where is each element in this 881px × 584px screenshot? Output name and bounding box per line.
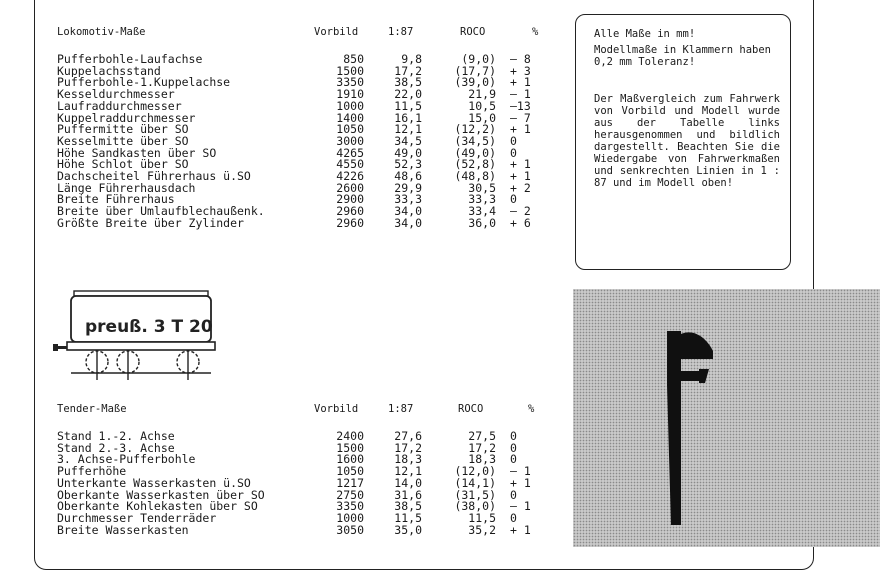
loco-row [57, 89, 577, 101]
tender-cell-percent: 0 [510, 454, 517, 467]
loco-cell-vorbild: 1500 [336, 65, 364, 78]
caliper-icon [659, 325, 719, 525]
loco-cell-roco: 33,4 [468, 206, 496, 218]
tender-wheels [86, 351, 199, 373]
tender-cell-scale: 12,1 [394, 466, 422, 478]
loco-cell-scale: 22,0 [394, 89, 422, 101]
tender-row [57, 513, 577, 525]
tender-header-scale: 1:87 [388, 403, 414, 415]
tender-cell-label: Oberkante Wasserkasten über SO [57, 489, 265, 502]
loco-cell-percent: + 1 [510, 171, 531, 183]
tender-cell-percent: – 1 [510, 501, 531, 513]
loco-cell-label: Höhe Schlot über SO [57, 159, 189, 172]
tender-cell-scale: 11,5 [394, 512, 422, 525]
tender-cell-label: Stand 2.-3. Achse [57, 442, 175, 455]
loco-cell-roco: (52,8) [454, 159, 496, 172]
tender-cell-roco: (38,0) [454, 501, 496, 513]
loco-title: Lokomotiv-Maße [57, 26, 146, 38]
loco-cell-roco: (34,5) [454, 135, 496, 148]
loco-cell-percent: – 1 [510, 89, 531, 101]
tender-cell-label: Durchmesser Tenderräder [57, 512, 217, 525]
loco-cell-vorbild: 1050 [336, 124, 364, 136]
loco-cell-percent: + 1 [510, 124, 531, 136]
loco-cell-percent: + 3 [510, 65, 531, 78]
tender-cell-roco: (14,1) [454, 477, 496, 490]
tender-cell-vorbild: 3350 [336, 501, 364, 513]
tender-row [57, 490, 577, 502]
loco-cell-percent: 0 [510, 147, 517, 160]
tender-row [57, 454, 577, 466]
loco-row [57, 101, 577, 113]
tender-cell-vorbild: 1600 [336, 454, 364, 467]
tender-cell-roco: 11,5 [468, 512, 496, 525]
loco-cell-label: Kuppelachsstand [57, 65, 161, 78]
tender-cell-label: Unterkante Wasserkasten ü.SO [57, 477, 251, 490]
loco-cell-roco: (12,2) [454, 124, 496, 136]
loco-cell-label: Größte Breite über Zylinder [57, 217, 244, 230]
loco-cell-scale: 12,1 [394, 124, 422, 136]
loco-cell-percent: – 7 [510, 112, 531, 125]
loco-header-vorbild: Vorbild [314, 26, 359, 38]
loco-cell-roco: 21,9 [468, 89, 496, 101]
loco-cell-vorbild: 4550 [336, 159, 364, 172]
loco-cell-percent: + 1 [510, 77, 531, 90]
tender-cell-vorbild: 1217 [336, 477, 364, 490]
tender-cell-label: Oberkante Kohlekasten über SO [57, 501, 258, 513]
tender-frame [67, 342, 215, 350]
loco-cell-label: Laufraddurchmesser [57, 100, 182, 113]
loco-cell-vorbild: 2600 [336, 182, 364, 195]
loco-header-percent: % [532, 26, 539, 38]
loco-row [57, 183, 577, 195]
loco-row [57, 148, 577, 160]
tender-cell-roco: 27,5 [468, 431, 496, 443]
note-comparison: Der Maßvergleich zum Fahrwerk von Vorbild und Modell wurde aus der Tabelle links herausgenommen und bildlich dargestellt. Beachten Sie die Wiedergabe von Fahrwerkmaßen und senkrechten Linien in 1 : 87 und im Modell oben! [594, 93, 780, 189]
loco-cell-scale: 33,3 [394, 194, 422, 207]
tender-title: Tender-Maße [57, 403, 127, 415]
tender-cell-percent: 0 [510, 431, 517, 443]
loco-cell-roco: (9,0) [461, 54, 496, 66]
tender-cell-scale: 18,3 [394, 454, 422, 467]
tender-cell-scale: 31,6 [394, 489, 422, 502]
loco-cell-scale: 34,0 [394, 206, 422, 218]
tender-cell-label: Stand 1.-2. Achse [57, 431, 175, 443]
page-number [0, 516, 1, 532]
loco-cell-roco: (49,0) [454, 147, 496, 160]
loco-cell-vorbild: 3350 [336, 77, 364, 90]
tender-header-vorbild: Vorbild [314, 403, 359, 415]
tender-cell-scale: 14,0 [394, 477, 422, 490]
tender-header-roco: ROCO [458, 403, 484, 415]
loco-cell-scale: 11,5 [394, 100, 422, 113]
loco-cell-label: Kesselmitte über SO [57, 135, 189, 148]
tender-cell-percent: 0 [510, 442, 517, 455]
tender-cell-percent: – 1 [510, 466, 531, 478]
tender-cell-roco: 35,2 [468, 524, 496, 537]
loco-cell-scale: 29,9 [394, 182, 422, 195]
loco-row [57, 206, 577, 218]
loco-cell-vorbild: 850 [343, 54, 364, 66]
loco-header-roco: ROCO [460, 26, 486, 38]
loco-cell-roco: 15,0 [468, 112, 496, 125]
tender-drawing [53, 288, 223, 383]
tender-row [57, 443, 577, 455]
tender-cell-scale: 35,0 [394, 524, 422, 537]
loco-row [57, 159, 577, 171]
loco-cell-vorbild: 2960 [336, 217, 364, 230]
tender-cell-label: Pufferhöhe [57, 466, 127, 478]
tender-cell-label: 3. Achse-Pufferbohle [57, 454, 196, 467]
loco-cell-scale: 17,2 [394, 65, 422, 78]
note-box [575, 14, 791, 270]
loco-cell-label: Kesseldurchmesser [57, 89, 175, 101]
loco-cell-label: Puffermitte über SO [57, 124, 189, 136]
tender-cell-vorbild: 3050 [336, 524, 364, 537]
loco-row [57, 54, 577, 66]
loco-cell-roco: 30,5 [468, 182, 496, 195]
loco-cell-vorbild: 1000 [336, 100, 364, 113]
loco-cell-vorbild: 4226 [336, 171, 364, 183]
loco-cell-label: Pufferbohle-1.Kuppelachse [57, 77, 231, 90]
tender-cell-roco: 18,3 [468, 454, 496, 467]
tender-row [57, 466, 577, 478]
loco-row [57, 66, 577, 78]
loco-cell-percent: + 6 [510, 217, 531, 230]
loco-cell-vorbild: 3000 [336, 135, 364, 148]
tender-cell-vorbild: 1500 [336, 442, 364, 455]
loco-cell-label: Breite Führerhaus [57, 194, 175, 207]
tender-row [57, 525, 577, 537]
loco-cell-roco: 33,3 [468, 194, 496, 207]
tender-row [57, 431, 577, 443]
loco-cell-label: Breite über Umlaufblechaußenk. [57, 206, 265, 218]
tender-cell-roco: 17,2 [468, 442, 496, 455]
tender-cell-percent: + 1 [510, 477, 531, 490]
tender-cell-scale: 17,2 [394, 442, 422, 455]
tender-cell-vorbild: 2400 [336, 431, 364, 443]
tender-cell-percent: + 1 [510, 524, 531, 537]
tender-cell-percent: 0 [510, 512, 517, 525]
buffer-beam [57, 346, 67, 349]
loco-cell-roco: 36,0 [468, 217, 496, 230]
loco-cell-scale: 16,1 [394, 112, 422, 125]
buffer [53, 344, 58, 351]
loco-cell-roco: (39,0) [454, 77, 496, 90]
note-units: Alle Maße in mm! [594, 28, 696, 40]
tender-cell-vorbild: 1000 [336, 512, 364, 525]
axle-markers [97, 350, 188, 380]
loco-cell-percent: + 2 [510, 182, 531, 195]
loco-cell-label: Dachscheitel Führerhaus ü.SO [57, 171, 251, 183]
tender-cell-vorbild: 2750 [336, 489, 364, 502]
loco-row [57, 113, 577, 125]
loco-cell-vorbild: 2900 [336, 194, 364, 207]
loco-cell-percent: 0 [510, 135, 517, 148]
loco-cell-vorbild: 4265 [336, 147, 364, 160]
tender-header-percent: % [528, 403, 535, 415]
tender-label: preuß. 3 T 20 [85, 317, 213, 337]
note-tolerance: Modellmaße in Klammern haben 0,2 mm Toleranz! [594, 44, 772, 68]
loco-cell-vorbild: 2960 [336, 206, 364, 218]
caliper-photo [573, 289, 880, 547]
loco-measurements-table [57, 54, 577, 230]
tender-cell-scale: 38,5 [394, 501, 422, 513]
loco-row [57, 136, 577, 148]
loco-cell-roco: (17,7) [454, 65, 496, 78]
tender-cell-scale: 27,6 [394, 431, 422, 443]
loco-cell-label: Höhe Sandkasten über SO [57, 147, 217, 160]
tender-cell-label: Breite Wasserkasten [57, 524, 189, 537]
loco-cell-scale: 34,0 [394, 217, 422, 230]
loco-cell-scale: 38,5 [394, 77, 422, 90]
loco-cell-percent: 0 [510, 194, 517, 207]
loco-cell-label: Pufferbohle-Laufachse [57, 54, 203, 66]
tender-cell-vorbild: 1050 [336, 466, 364, 478]
tender-cell-roco: (31,5) [454, 489, 496, 502]
loco-cell-scale: 9,8 [401, 54, 422, 66]
loco-cell-percent: –13 [510, 100, 531, 113]
loco-cell-percent: – 2 [510, 206, 531, 218]
loco-row [57, 77, 577, 89]
loco-cell-scale: 52,3 [394, 159, 422, 172]
loco-row [57, 218, 577, 230]
loco-cell-label: Kuppelraddurchmesser [57, 112, 196, 125]
tender-cell-roco: (12,0) [454, 466, 496, 478]
loco-cell-scale: 34,5 [394, 135, 422, 148]
loco-cell-vorbild: 1400 [336, 112, 364, 125]
tender-row [57, 501, 577, 513]
loco-row [57, 124, 577, 136]
loco-cell-roco: 10,5 [468, 100, 496, 113]
tender-measurements-table [57, 431, 577, 536]
loco-cell-roco: (48,8) [454, 171, 496, 183]
loco-cell-vorbild: 1910 [336, 89, 364, 101]
loco-cell-label: Länge Führerhausdach [57, 182, 196, 195]
tender-cell-percent: 0 [510, 489, 517, 502]
loco-row [57, 194, 577, 206]
loco-row [57, 171, 577, 183]
loco-header-scale: 1:87 [388, 26, 414, 38]
loco-cell-percent: + 1 [510, 159, 531, 172]
loco-cell-scale: 49,0 [394, 147, 422, 160]
loco-cell-percent: – 8 [510, 54, 531, 66]
loco-cell-scale: 48,6 [394, 171, 422, 183]
tender-row [57, 478, 577, 490]
